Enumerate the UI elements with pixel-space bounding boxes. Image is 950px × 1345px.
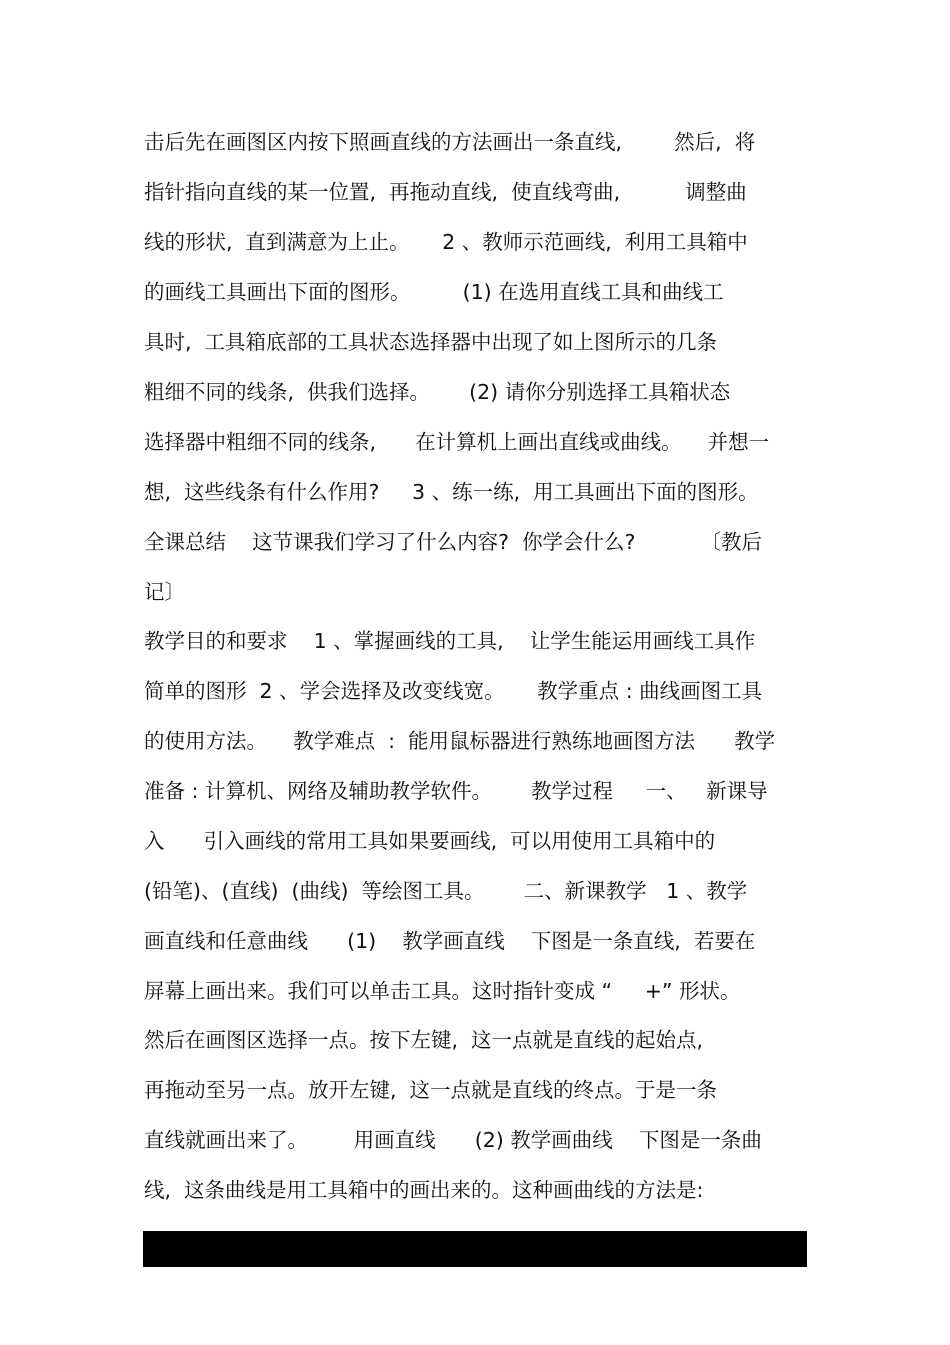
text-line-1: 击后先在画图区内按下照画直线的方法画出一条直线, 然后, 将 [144,130,756,154]
text-line-21: 直线就画出来了。 用画直线 (2) 教学画曲线 下图是一条曲 [144,1128,762,1152]
text-line-13: 的使用方法。 教学难点 : 能用鼠标器进行熟练地画图方法 教学 [144,729,776,753]
text-line-11: 教学目的和要求 1 、掌握画线的工具, 让学生能运用画线工具作 [144,629,756,653]
text-line-16: (铅笔)、(直线) (曲线) 等绘图工具。 二、新课教学 1 、教学 [144,879,748,903]
text-line-9: 全课总结 这节课我们学习了什么内容? 你学会什么? 〔教后 [144,530,763,554]
text-line-17: 画直线和任意曲线 (1) 教学画直线 下图是一条直线, 若要在 [144,929,756,953]
text-line-22: 线, 这条曲线是用工具箱中的画出来的。这种画曲线的方法是: [144,1178,704,1202]
text-line-18: 屏幕上画出来。我们可以单击工具。这时指针变成 “ +” 形状。 [144,979,741,1003]
text-line-8: 想, 这些线条有什么作用? 3 、练一练, 用工具画出下面的图形。 [144,480,759,504]
text-line-10: 记〕 [144,580,185,604]
text-line-3: 线的形状, 直到满意为上止。 2 、教师示范画线, 利用工具箱中 [144,230,748,254]
text-line-12: 简单的图形 2 、学会选择及改变线宽。 教学重点 : 曲线画图工具 [144,679,763,703]
text-line-20: 再拖动至另一点。放开左键, 这一点就是直线的终点。于是一条 [144,1078,718,1102]
text-line-5: 具时, 工具箱底部的工具状态选择器中出现了如上图所示的几条 [144,330,718,354]
text-line-6: 粗细不同的线条, 供我们选择。 (2) 请你分别选择工具箱状态 [144,380,731,404]
text-line-15: 入 引入画线的常用工具如果要画线, 可以用使用工具箱中的 [144,829,716,853]
text-line-19: 然后在画图区选择一点。按下左键, 这一点就是直线的起始点, [144,1028,704,1052]
text-line-2: 指针指向直线的某一位置, 再拖动直线, 使直线弯曲, 调整曲 [144,180,747,204]
text-line-14: 准备 : 计算机、网络及辅助教学软件。 教学过程 一、 新课导 [144,779,768,803]
black-redaction-bar [143,1231,807,1267]
text-line-7: 选择器中粗细不同的线条, 在计算机上画出直线或曲线。 并想一 [144,430,770,454]
text-line-4: 的画线工具画出下面的图形。 (1) 在选用直线工具和曲线工 [144,280,724,304]
